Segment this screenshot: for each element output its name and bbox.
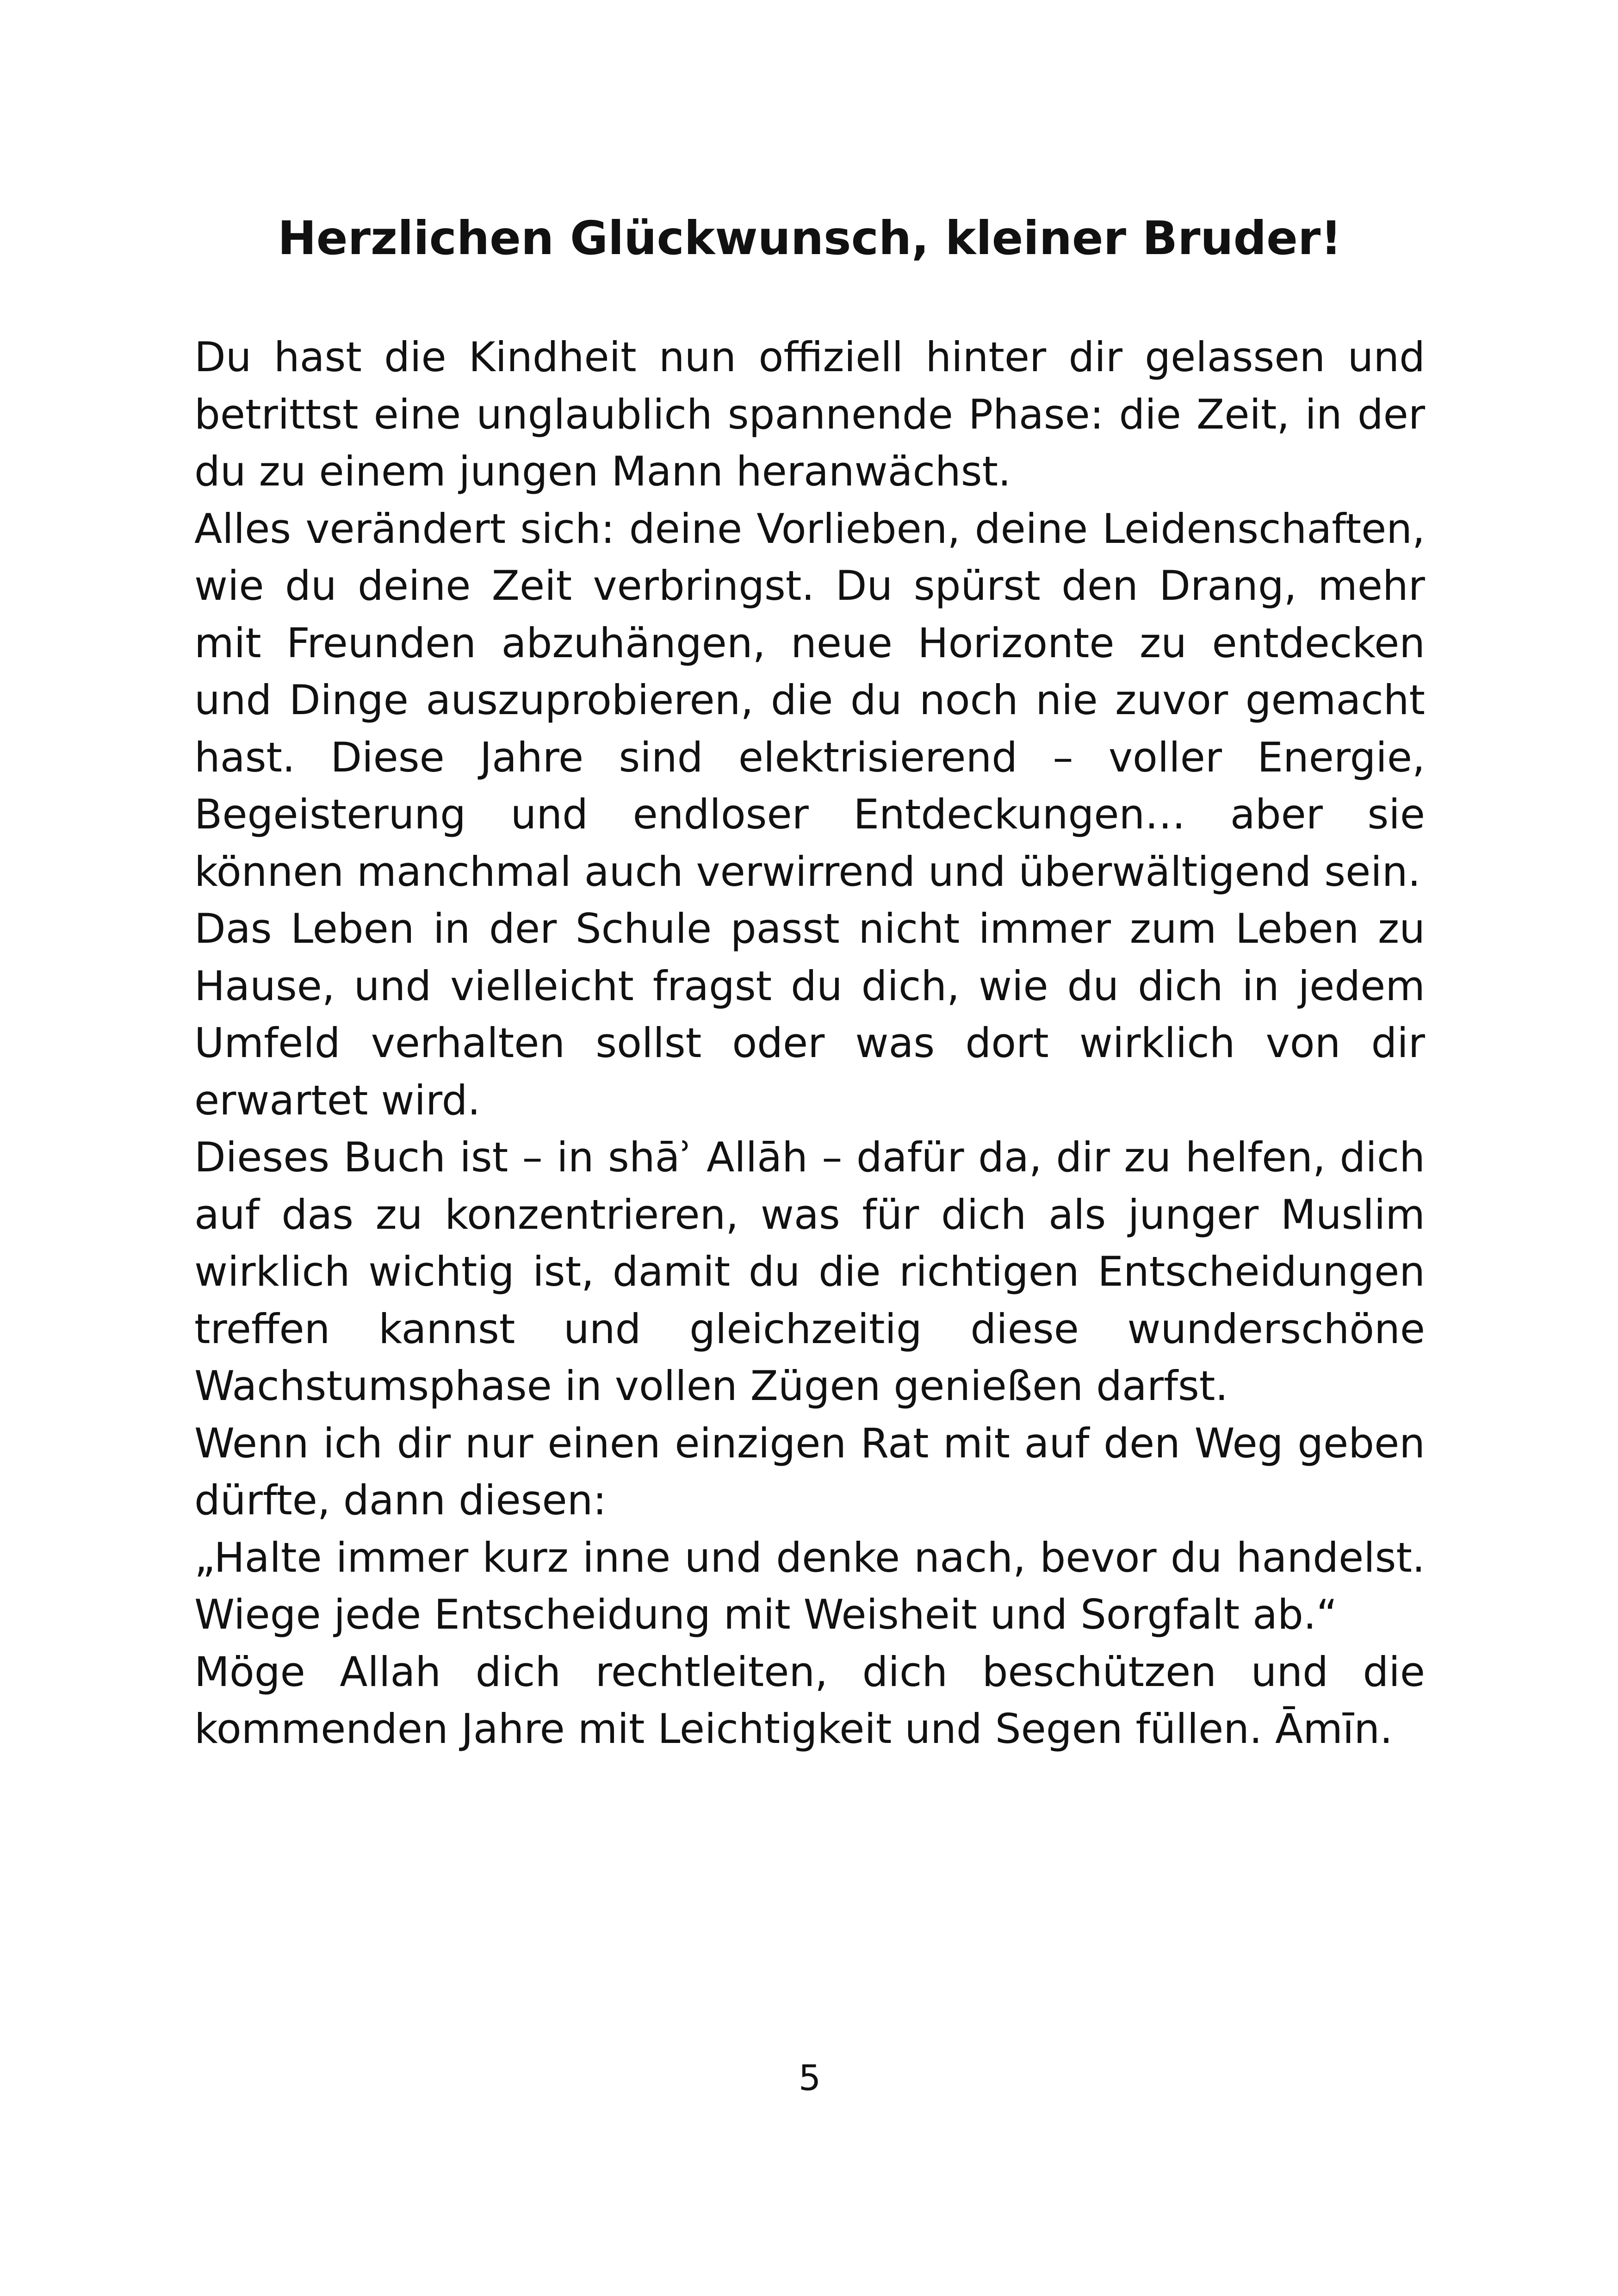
page-number: 5 [798,2057,821,2098]
paragraph-school: Das Leben in der Schule passt nicht immer zum Leben zu Hause, und vielleicht fragst du dich, wie du dich in jedem Umfeld verhalten sollst oder was dort wirklich von dir erwartet wird. [194,905,1425,1124]
body-text [194,329,1425,1758]
paragraph-prayer: Möge Allah dich rechtleiten, dich beschützen und die kommenden Jahre mit Leichtigkeit und Segen füllen. Āmīn. [194,1648,1425,1753]
paragraph-intro: Du hast die Kindheit nun offiziell hinter dir gelassen und betrittst eine unglaublich spannende Phase: die Zeit, in der du zu einem jungen Mann heranwächst. [194,333,1425,495]
paragraph-quote: „Halte immer kurz inne und denke nach, bevor du handelst. Wiege jede Entscheidung mit Weisheit und Sorgfalt ab.“ [194,1533,1425,1638]
paragraph-book-purpose: Dieses Buch ist – in shāʾ Allāh – dafür da, dir zu helfen, dich auf das zu konzentrieren, was für dich als junger Muslim wirklich wichtig ist, damit du die richtigen Entscheidungen treffen kannst und gleichzeitig diese wunderschöne Wachstumsphase in vollen Zügen genießen darfst. [194,1133,1425,1410]
page-title: Herzlichen Glückwunsch, kleiner Bruder! [278,211,1342,265]
paragraph-changes: Alles verändert sich: deine Vorlieben, deine Leidenschaften, wie du deine Zeit verbringst. Du spürst den Drang, mehr mit Freunden abzuhängen, neue Horizonte zu entdecken und Dinge auszuprobieren, die du noch nie zuvor gemacht hast. Diese Jahre sind elektrisierend – voller Energie, Begeisterung und endloser Entdeckungen… aber sie können manchmal auch verwirrend und überwältigend sein. [194,504,1425,896]
paragraph-advice-intro: Wenn ich dir nur einen einzigen Rat mit auf den Weg geben dürfte, dann diesen: [194,1419,1425,1524]
